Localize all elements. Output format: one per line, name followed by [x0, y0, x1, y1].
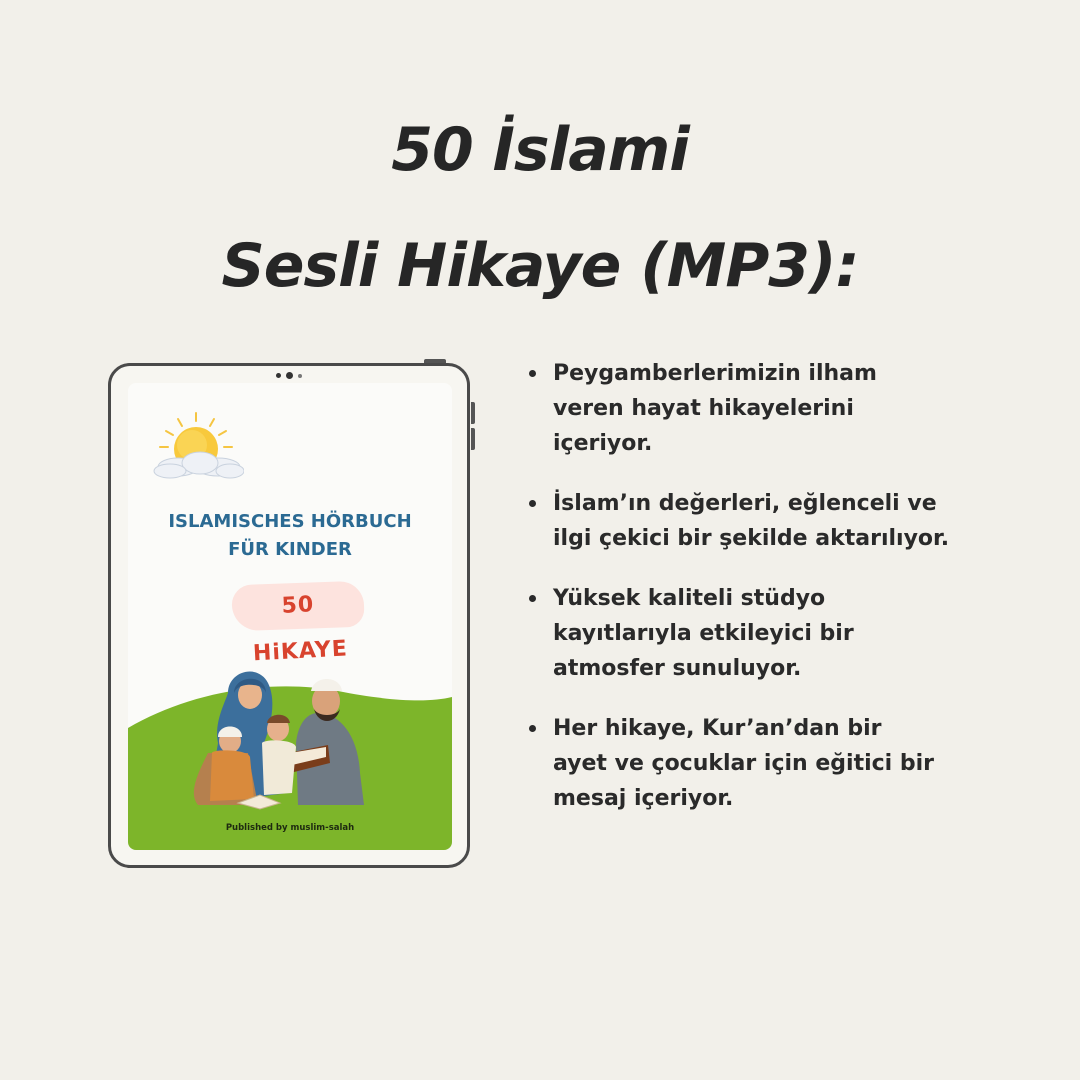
page-title — [0, 92, 1080, 324]
tablet-camera — [276, 372, 302, 379]
publisher-credit: Published by muslim-salah — [225, 823, 355, 833]
feature-item-line: içeriyor. — [553, 431, 653, 456]
tablet-volume-up-button — [471, 402, 475, 424]
cover-title-line-2: FÜR KINDER — [228, 539, 352, 560]
feature-item — [527, 356, 1047, 461]
tablet-volume-down-button — [471, 428, 475, 450]
sun-icon — [148, 411, 244, 481]
bullet-dot-icon — [529, 725, 536, 732]
book-cover — [128, 383, 452, 850]
tablet-mockup — [108, 363, 470, 868]
feature-item — [527, 581, 1047, 686]
feature-item-line: Peygamberlerimizin ilham — [553, 361, 877, 386]
bullet-dot-icon — [529, 500, 536, 507]
feature-item-line: veren hayat hikayelerini — [553, 396, 854, 421]
family-reading-illustration — [168, 653, 378, 813]
cloud-icon — [154, 452, 244, 478]
feature-item — [527, 486, 1047, 556]
bullet-dot-icon — [529, 370, 536, 377]
bullet-dot-icon — [529, 595, 536, 602]
feature-item-line: kayıtlarıyla etkileyici bir — [553, 621, 854, 646]
title-line-2: Sesli Hikaye (MP3): — [221, 231, 859, 301]
cover-title — [128, 508, 452, 564]
feature-item — [527, 711, 1047, 816]
feature-item-line: atmosfer sunuluyor. — [553, 656, 802, 681]
feature-item-line: Her hikaye, Kur’an’dan bir — [553, 716, 882, 741]
cover-title-line-1: ISLAMISCHES HÖRBUCH — [168, 511, 412, 532]
feature-item-line: İslam’ın değerleri, eğlenceli ve — [553, 491, 937, 516]
feature-item-line: Yüksek kaliteli stüdyo — [553, 586, 826, 611]
feature-list — [527, 356, 1047, 841]
badge-label: 50 HiKAYE — [252, 592, 349, 667]
feature-item-line: ilgi çekici bir şekilde aktarılıyor. — [553, 526, 950, 551]
feature-item-line: mesaj içeriyor. — [553, 786, 734, 811]
title-line-1: 50 İslami — [391, 115, 689, 185]
feature-item-line: ayet ve çocuklar için eğitici bir — [553, 751, 935, 776]
